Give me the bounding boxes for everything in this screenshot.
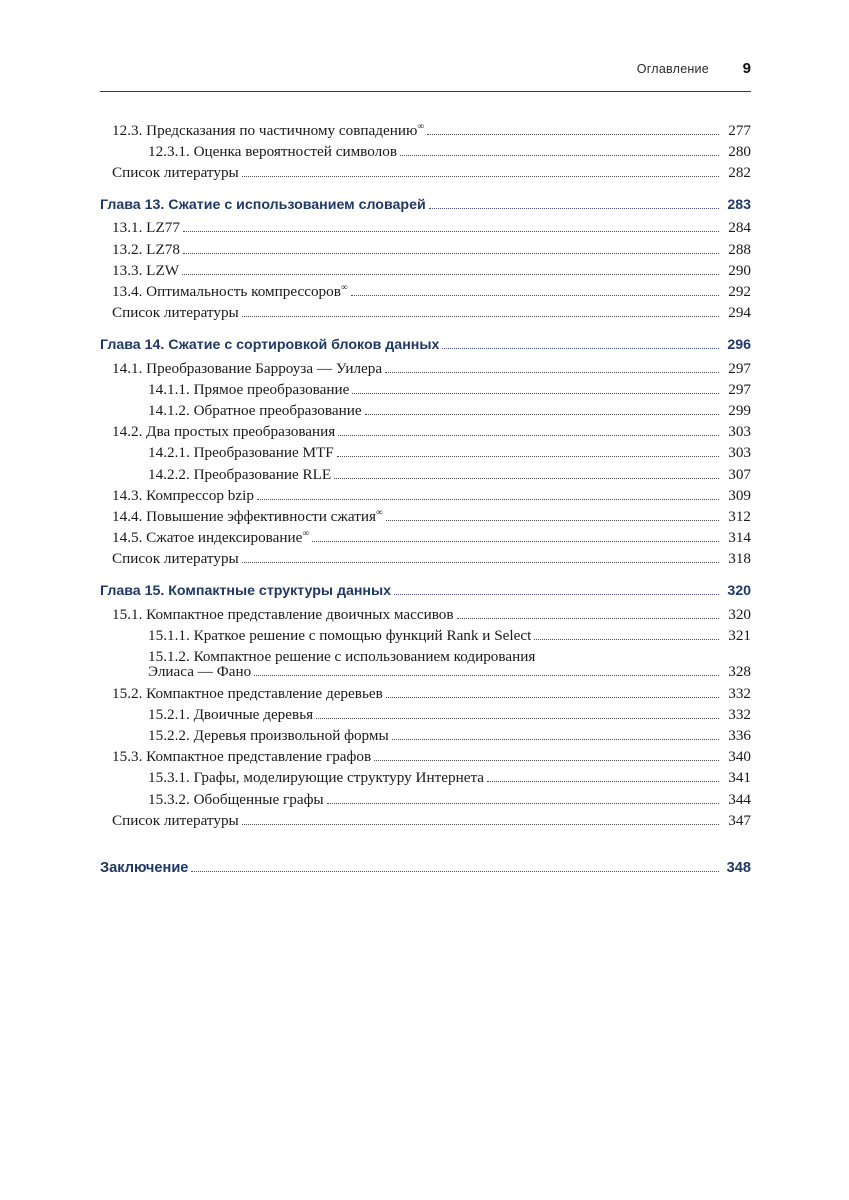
toc-section-entry[interactable] (100, 647, 751, 683)
toc-chapter-entry[interactable] (100, 324, 751, 358)
toc-bibliography-entry[interactable] (100, 303, 751, 324)
page-number: 9 (742, 60, 751, 77)
leader-dots (242, 562, 719, 563)
toc-entry-page: 321 (728, 627, 751, 645)
toc-section-entry[interactable] (100, 443, 751, 464)
toc-entry-page: 282 (728, 164, 751, 182)
toc-entry-page: 283 (727, 196, 751, 213)
toc-entry-label: 13.1. LZ77 (112, 220, 180, 236)
toc-entry-label: 15.1. Компактное представление двоичных массивов (112, 606, 454, 623)
leader-dots (386, 520, 719, 521)
toc-bibliography-entry[interactable] (100, 810, 751, 831)
toc-entry-label: 14.1.1. Прямое преобразование (148, 381, 350, 398)
toc-entry-page: 318 (728, 550, 751, 568)
leader-dots (312, 541, 719, 542)
toc-entry-label: Список литературы (112, 812, 239, 828)
toc-entry-label: 13.3. LZW (112, 262, 180, 278)
leader-dots (385, 372, 719, 373)
toc-entry-page: 297 (728, 359, 751, 377)
toc-entry-label: 13.2. LZ78 (112, 241, 180, 257)
leader-dots (337, 456, 719, 457)
leader-dots (374, 760, 719, 761)
toc-section-entry[interactable] (100, 625, 751, 646)
toc-entry-label: 12.3.1. Оценка вероятностей символов (148, 143, 397, 160)
table-of-contents (100, 120, 751, 879)
leader-dots (442, 348, 719, 349)
toc-entry-page: 314 (728, 529, 751, 547)
leader-dots (242, 176, 719, 177)
toc-section-entry[interactable] (100, 528, 751, 549)
leader-dots (429, 208, 719, 209)
leader-dots (316, 718, 719, 719)
toc-entry-page: 277 (728, 121, 751, 139)
toc-section-entry[interactable] (100, 120, 751, 141)
toc-section-entry[interactable] (100, 683, 751, 704)
running-head-title: Оглавление (636, 62, 709, 76)
toc-entry-page: 303 (728, 423, 751, 441)
toc-entry-page: 320 (728, 605, 751, 623)
toc-entry-label: Глава 15. Компактные структуры данных (100, 584, 392, 599)
toc-section-entry[interactable] (100, 239, 751, 260)
toc-entry-page: 328 (728, 663, 751, 681)
leader-dots (427, 134, 719, 135)
toc-entry-label: 14.2.1. Преобразование MTF (148, 445, 334, 461)
leader-dots (242, 316, 719, 317)
toc-entry-label: Глава 14. Сжатие с сортировкой блоков данных (100, 337, 440, 353)
leader-dots (400, 155, 719, 156)
toc-entry-page: 336 (728, 726, 751, 744)
toc-entry-page: 296 (727, 336, 751, 353)
leader-dots (334, 478, 719, 479)
leader-dots (534, 639, 719, 640)
leader-dots (242, 824, 719, 825)
toc-entry-page: 294 (728, 304, 751, 322)
toc-section-entry[interactable] (100, 400, 751, 421)
toc-entry-page: 340 (728, 748, 751, 766)
leader-dots (254, 675, 719, 676)
toc-entry-page: 309 (728, 486, 751, 504)
toc-entry-page: 297 (728, 380, 751, 398)
leader-dots (182, 274, 719, 275)
toc-section-entry[interactable] (100, 464, 751, 485)
toc-entry-label: 15.1.1. Краткое решение с помощью функций Rank и Select (148, 628, 532, 644)
toc-entry-label: 14.1.2. Обратное преобразование (148, 403, 362, 419)
advanced-topic-marker: ∞ (302, 530, 310, 540)
toc-entry-label: 14.1. Преобразование Барроуза — Уилера (112, 360, 383, 376)
toc-entry-page: 332 (728, 705, 751, 723)
toc-entry-page: 288 (728, 240, 751, 258)
toc-conclusion-block (100, 855, 751, 878)
toc-section-entry[interactable] (100, 260, 751, 281)
toc-entry-label: 15.3.2. Обобщенные графы (148, 791, 324, 807)
toc-entry-page: 320 (727, 583, 751, 600)
toc-section-entry[interactable] (100, 604, 751, 625)
running-head (100, 60, 751, 77)
leader-dots (351, 295, 719, 296)
leader-dots (457, 618, 719, 619)
toc-entry-page: 332 (728, 684, 751, 702)
toc-entry-label: Список литературы (112, 305, 239, 321)
toc-section-entry[interactable] (100, 281, 751, 302)
toc-entry-label: 14.5. Сжатое индексирование∞ (112, 530, 310, 546)
toc-entry-page: 307 (728, 465, 751, 483)
toc-entry-page: 344 (728, 790, 751, 808)
toc-chapter-entry[interactable] (100, 184, 751, 218)
toc-entry-page: 312 (728, 508, 751, 525)
toc-entry-page: 292 (728, 283, 751, 301)
advanced-topic-marker: ∞ (340, 283, 348, 293)
toc-entry-label: Список литературы (112, 165, 239, 181)
toc-entry-label: 12.3. Предсказания по частичному совпадению∞ (112, 122, 425, 138)
toc-entry-label: 14.2.2. Преобразование RLE (148, 466, 332, 482)
toc-entry-label-line2: Элиаса — Фано (148, 664, 252, 680)
toc-section-entry[interactable] (100, 747, 751, 768)
toc-entry-page: 299 (728, 402, 751, 419)
leader-dots (352, 393, 719, 394)
toc-section-entry[interactable] (100, 704, 751, 725)
toc-bibliography-entry[interactable] (100, 162, 751, 183)
toc-entry-line2 (148, 664, 751, 680)
toc-section-entry[interactable] (100, 506, 751, 527)
leader-dots (394, 594, 719, 595)
toc-entry-page: 347 (728, 811, 751, 829)
toc-entry-label: 15.2. Компактное представление деревьев (112, 685, 383, 701)
toc-section-entry[interactable] (100, 789, 751, 810)
toc-entry-label: Заключение (100, 861, 189, 876)
advanced-topic-marker: ∞ (375, 508, 383, 518)
toc-entry-page: 348 (726, 860, 751, 877)
toc-section-entry[interactable] (100, 379, 751, 400)
toc-entry-page: 303 (728, 444, 751, 462)
toc-section-entry[interactable] (100, 725, 751, 746)
toc-entry-label: 14.4. Повышение эффективности сжатия∞ (112, 508, 383, 525)
toc-entry-label: 14.3. Компрессор bzip (112, 487, 254, 503)
toc-entry-label: 15.2.1. Двоичные деревья (148, 706, 314, 722)
toc-section-entry[interactable] (100, 218, 751, 239)
toc-entry-page: 290 (728, 261, 751, 279)
leader-dots (392, 739, 719, 740)
toc-entry-page: 280 (728, 142, 751, 160)
toc-entry-label: 15.2.2. Деревья произвольной формы (148, 727, 389, 744)
toc-section-entry[interactable] (100, 485, 751, 506)
toc-entry-label: Глава 13. Сжатие с использованием словарей (100, 197, 426, 212)
toc-chapter-entry[interactable] (100, 570, 751, 604)
toc-entry-label: 14.2. Два простых преобразования (112, 424, 336, 440)
advanced-topic-marker: ∞ (417, 122, 425, 132)
toc-section-entry[interactable] (100, 768, 751, 789)
toc-section-entry[interactable] (100, 141, 751, 162)
leader-dots (183, 253, 719, 254)
leader-dots (365, 414, 719, 415)
leader-dots (183, 231, 719, 232)
leader-dots (386, 697, 719, 698)
leader-dots (257, 499, 719, 500)
leader-dots (338, 435, 719, 436)
leader-dots (487, 781, 719, 782)
toc-entry-page: 284 (728, 219, 751, 237)
toc-bibliography-entry[interactable] (100, 549, 751, 570)
toc-entry-label-line1: 15.1.2. Компактное решение с использованием кодирования (148, 648, 536, 666)
toc-entry-label: 15.3. Компактное представление графов (112, 749, 372, 765)
toc-entry-label: Список литературы (112, 551, 239, 567)
toc-section-entry[interactable] (100, 422, 751, 443)
leader-dots (191, 871, 719, 872)
toc-entry-label: 13.4. Оптимальность компрессоров∞ (112, 283, 348, 300)
toc-conclusion-entry[interactable] (100, 855, 751, 878)
header-divider (100, 91, 751, 92)
toc-entry-page: 341 (728, 769, 751, 787)
toc-entry-label: 15.3.1. Графы, моделирующие структуру Интернета (148, 770, 485, 786)
leader-dots (327, 803, 719, 804)
toc-section-entry[interactable] (100, 358, 751, 379)
